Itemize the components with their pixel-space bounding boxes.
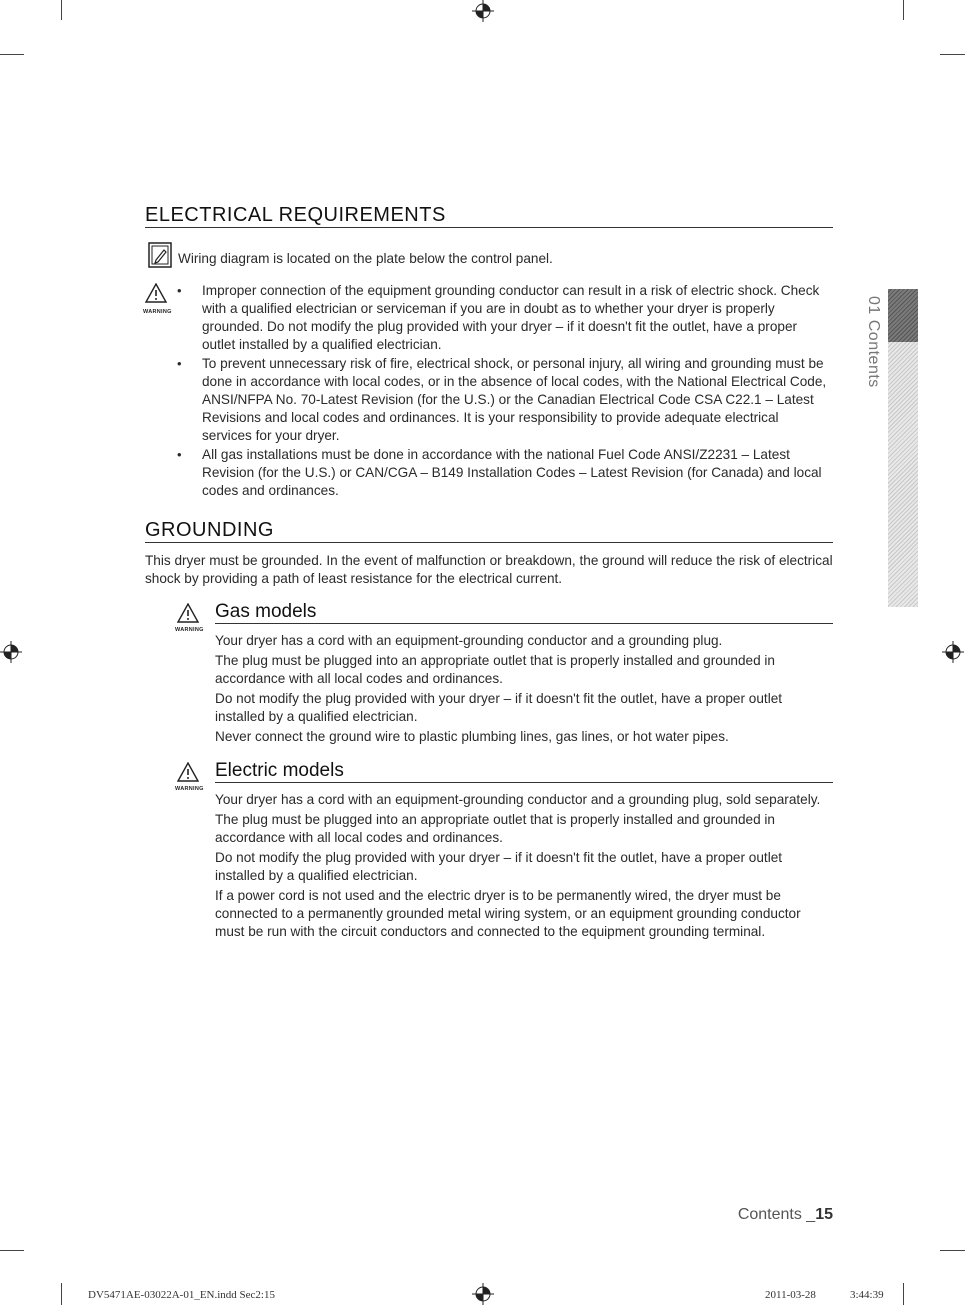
section-heading-electrical: ELECTRICAL REQUIREMENTS xyxy=(145,204,833,228)
warning-label: WARNING xyxy=(175,627,204,633)
footer-section: Contents _ xyxy=(737,1206,816,1223)
warning-icon xyxy=(177,603,199,623)
crop-mark xyxy=(903,0,904,20)
paragraph: Do not modify the plug provided with your dryer – if it doesn't fit the outlet, have a proper outlet installed by a qualified electrician. xyxy=(215,850,783,883)
crop-mark xyxy=(0,1250,24,1251)
paragraph: Do not modify the plug provided with your dryer – if it doesn't fit the outlet, have a proper outlet installed by a qualified electrician. xyxy=(215,691,783,724)
warning-label: WARNING xyxy=(175,786,204,792)
list-item: • Improper connection of the equipment grounding conductor can result in a risk of electric shock. Check with a qualified electrician or serviceman if you are in doubt as to whether your dryer is properly grounded. Do not modify the plug provided with your dryer – if it doesn't fit the outlet, have a proper outlet installed by a qualified electrician. xyxy=(172,282,832,354)
paragraph: If a power cord is not used and the electric dryer is to be permanently wired, the dryer must be connected to a permanently grounded metal wiring system, or an equipment grounding conductor must be run with the circuit conductors and connected to the equipment grounding terminal. xyxy=(215,888,801,939)
paragraph: Never connect the ground wire to plastic plumbing lines, gas lines, or hot water pipes. xyxy=(215,729,729,744)
subheading-electric-models: Electric models xyxy=(215,760,833,783)
crop-mark xyxy=(61,1283,62,1305)
note-text: Wiring diagram is located on the plate below the control panel. xyxy=(178,251,553,266)
crop-mark xyxy=(0,54,24,55)
warning-icon xyxy=(145,283,167,303)
registration-mark-icon xyxy=(942,641,964,663)
paragraph: Your dryer has a cord with an equipment-grounding conductor and a grounding plug. xyxy=(215,633,723,648)
side-tab-label: 01 Contents xyxy=(865,296,882,388)
paragraph: The plug must be plugged into an appropriate outlet that is properly installed and grounded in accordance with all local codes and ordinances. xyxy=(215,653,775,686)
warning-icon xyxy=(177,762,199,782)
section-heading-grounding: GROUNDING xyxy=(145,519,833,543)
page-footer xyxy=(738,1206,833,1224)
side-tab-marker xyxy=(888,289,918,342)
grounding-intro: This dryer must be grounded. In the event of malfunction or breakdown, the ground will reduce the risk of electrical shock by providing a path of least resistance for the electrical current. xyxy=(145,553,833,586)
crop-mark xyxy=(940,54,965,55)
crop-mark xyxy=(940,1250,965,1251)
electric-models-text xyxy=(215,791,830,943)
note-icon xyxy=(148,242,172,268)
crop-mark xyxy=(903,1283,904,1305)
subheading-gas-models: Gas models xyxy=(215,601,833,624)
gas-models-text xyxy=(215,632,830,748)
registration-mark-icon xyxy=(472,0,494,22)
slug-time: 3:44:39 xyxy=(850,1289,884,1301)
paragraph: Your dryer has a cord with an equipment-grounding conductor and a grounding plug, sold separately. xyxy=(215,792,821,807)
warning-list xyxy=(172,282,832,501)
registration-mark-icon xyxy=(472,1283,494,1305)
crop-mark xyxy=(61,0,62,20)
registration-mark-icon xyxy=(0,641,22,663)
warning-label: WARNING xyxy=(143,309,172,315)
page-number: 15 xyxy=(815,1206,833,1223)
list-item: • All gas installations must be done in accordance with the national Fuel Code ANSI/Z2231 – Latest Revision (for the U.S.) or CAN/CGA – B149 Installation Codes – Latest Revision (for Canada) and local codes and ordinances. xyxy=(172,446,832,500)
slug-file: DV5471AE-03022A-01_EN.indd Sec2:15 xyxy=(88,1289,275,1301)
paragraph: The plug must be plugged into an appropriate outlet that is properly installed and grounded in accordance with all local codes and ordinances. xyxy=(215,812,775,845)
list-item: • To prevent unnecessary risk of fire, electrical shock, or personal injury, all wiring and grounding must be done in accordance with local codes, or in the absence of local codes, with the National Electrical Code, ANSI/NFPA No. 70-Latest Revision (for the U.S.) or the Canadian Electrical Code CSA C22.1 – Latest Revisions and local codes and ordinances. It is your responsibility to provide adequate electrical services for your dryer. xyxy=(172,355,832,445)
slug-date: 2011-03-28 xyxy=(765,1289,816,1301)
